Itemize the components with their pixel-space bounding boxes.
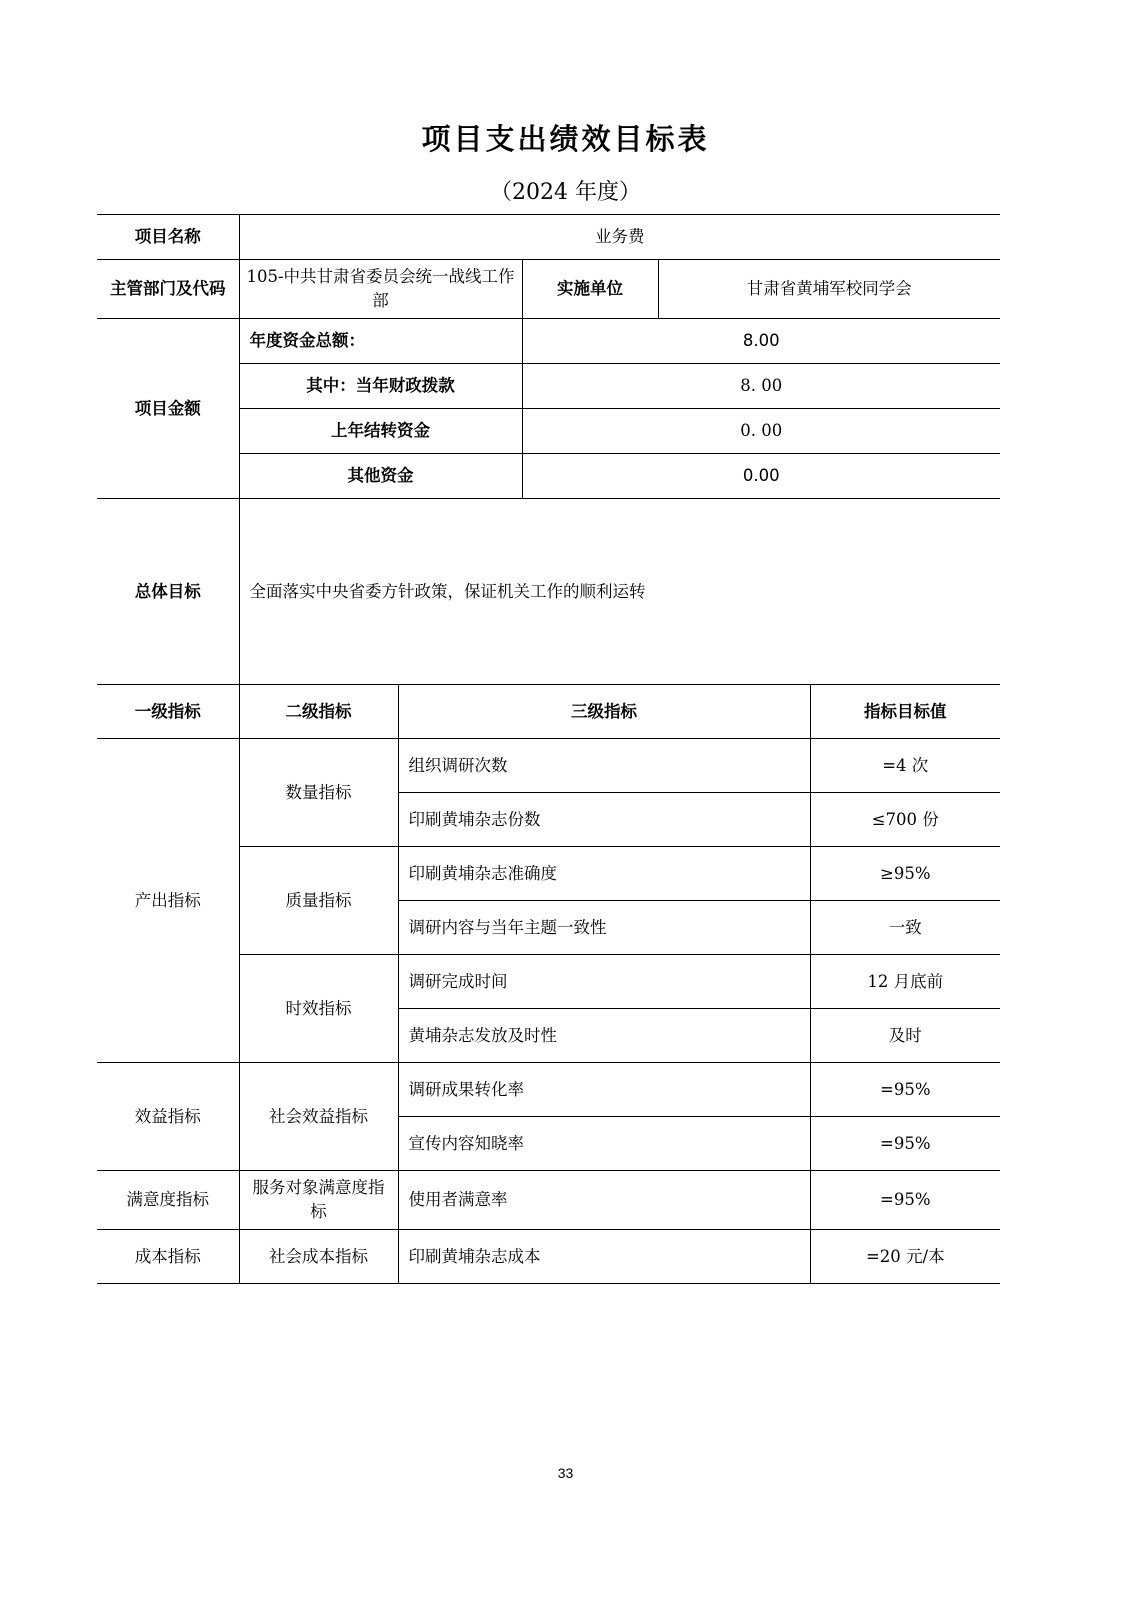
cost-indicator-group: 成本指标: [97, 1230, 239, 1284]
timeliness-indicator-group: 时效指标: [239, 955, 398, 1063]
indicator-value: =95%: [810, 1063, 1000, 1117]
indicator-value: ≥95%: [810, 847, 1000, 901]
quantity-indicator-group: 数量指标: [239, 739, 398, 847]
department-value: 105-中共甘肃省委员会统一战线工作部: [239, 260, 522, 319]
implementer-label: 实施单位: [522, 260, 658, 319]
funds-other-value: 0.00: [522, 454, 1000, 499]
indicator-value: =95%: [810, 1171, 1000, 1230]
table-row: [97, 739, 1000, 793]
indicator-name: 使用者满意率: [398, 1171, 810, 1230]
indicator-value: 及时: [810, 1009, 1000, 1063]
indicator-header-row: [97, 685, 1000, 739]
indicator-value: 12 月底前: [810, 955, 1000, 1009]
header-level1: 一级指标: [97, 685, 239, 739]
implementer-value: 甘肃省黄埔军校同学会: [658, 260, 1000, 319]
department-row: [97, 260, 1000, 319]
indicator-name: 调研完成时间: [398, 955, 810, 1009]
goal-value: 全面落实中央省委方针政策，保证机关工作的顺利运转: [239, 499, 1000, 685]
indicator-value: =95%: [810, 1117, 1000, 1171]
header-level3: 三级指标: [398, 685, 810, 739]
goal-label: 总体目标: [97, 499, 239, 685]
indicator-name: 组织调研次数: [398, 739, 810, 793]
funds-fiscal-value: 8. 00: [522, 364, 1000, 409]
page-subtitle: （2024 年度）: [490, 180, 641, 205]
output-indicator-group: 产出指标: [97, 739, 239, 1063]
indicator-name: 印刷黄埔杂志准确度: [398, 847, 810, 901]
project-name-label: 项目名称: [97, 215, 239, 260]
project-name-value: 业务费: [239, 215, 1000, 260]
indicator-name: 黄埔杂志发放及时性: [398, 1009, 810, 1063]
service-satisfaction-indicator-group: 服务对象满意度指标: [239, 1171, 398, 1230]
benefit-indicator-group: 效益指标: [97, 1063, 239, 1171]
satisfaction-indicator-group: 满意度指标: [97, 1171, 239, 1230]
table-row: [97, 1230, 1000, 1284]
social-benefit-indicator-group: 社会效益指标: [239, 1063, 398, 1171]
funds-total-row: [97, 319, 1000, 364]
department-label: 主管部门及代码: [97, 260, 239, 319]
indicator-name: 调研成果转化率: [398, 1063, 810, 1117]
indicator-value: ≤700 份: [810, 793, 1000, 847]
quality-indicator-group: 质量指标: [239, 847, 398, 955]
funds-other-label: 其他资金: [239, 454, 522, 499]
table-row: [97, 1171, 1000, 1230]
project-name-row: [97, 215, 1000, 260]
funds-carry-label: 上年结转资金: [239, 409, 522, 454]
funds-label: 项目金额: [97, 319, 239, 499]
indicator-name: 印刷黄埔杂志成本: [398, 1230, 810, 1284]
funds-total-label: 年度资金总额：: [239, 319, 522, 364]
indicator-value: =4 次: [810, 739, 1000, 793]
goal-row: [97, 499, 1000, 685]
page-title: 项目支出绩效目标表: [421, 122, 710, 156]
indicator-value: 一致: [810, 901, 1000, 955]
indicator-name: 印刷黄埔杂志份数: [398, 793, 810, 847]
header-target: 指标目标值: [810, 685, 1000, 739]
indicator-name: 宣传内容知晓率: [398, 1117, 810, 1171]
header-level2: 二级指标: [239, 685, 398, 739]
performance-table: [97, 214, 1000, 1284]
indicator-name: 调研内容与当年主题一致性: [398, 901, 810, 955]
indicator-value: =20 元/本: [810, 1230, 1000, 1284]
funds-fiscal-label: 其中：当年财政拨款: [239, 364, 522, 409]
table-row: [97, 1063, 1000, 1117]
funds-total-value: 8.00: [522, 319, 1000, 364]
social-cost-indicator-group: 社会成本指标: [239, 1230, 398, 1284]
page-number: 33: [557, 1465, 574, 1481]
funds-carry-value: 0. 00: [522, 409, 1000, 454]
